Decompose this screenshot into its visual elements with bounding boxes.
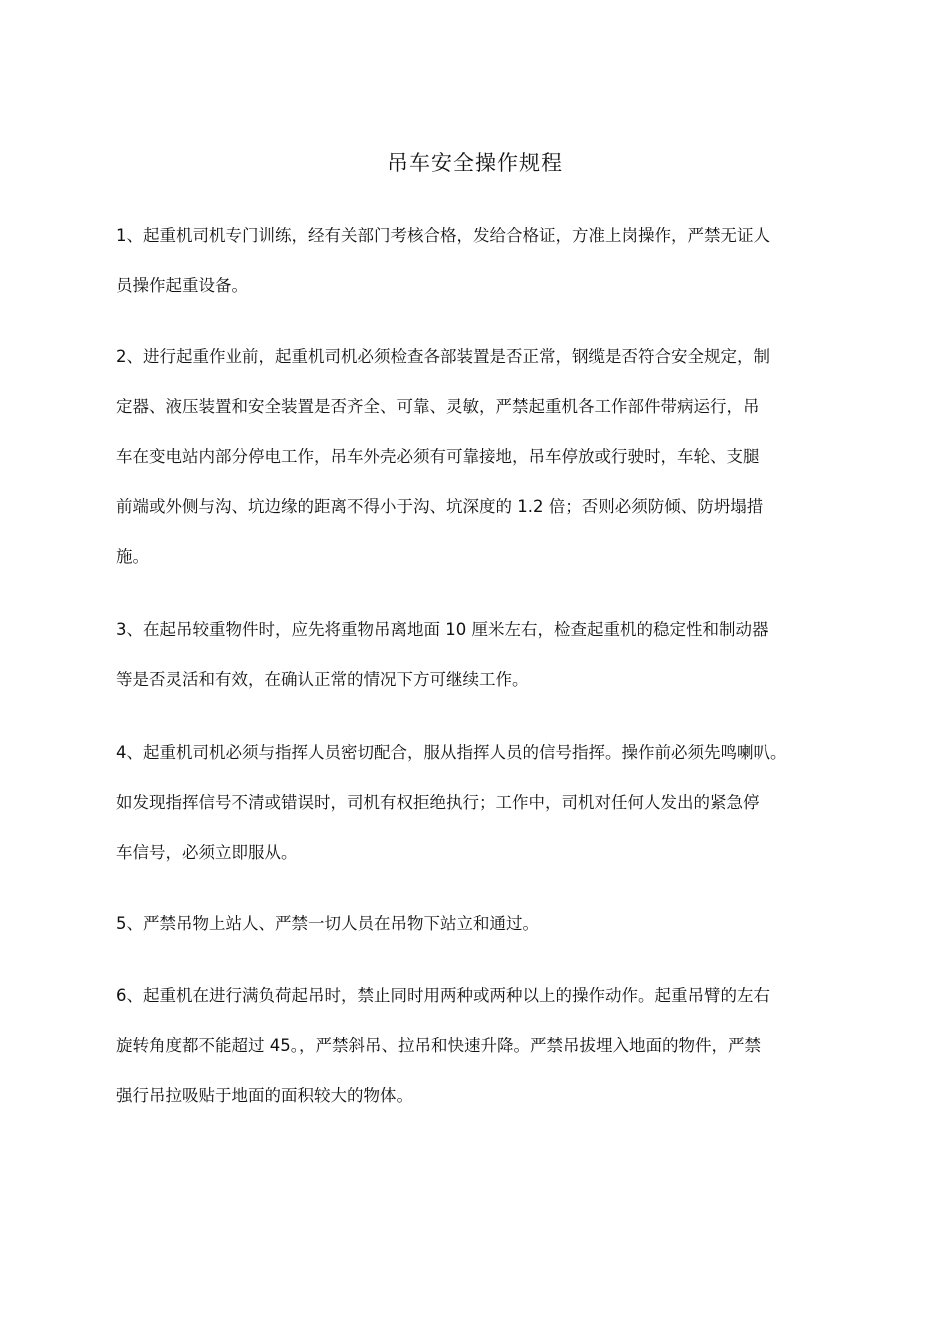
paragraph-line: 旋转角度都不能超过 45。，严禁斜吊、拉吊和快速升降。严禁吊拔埋入地面的物件，严禁 — [116, 1036, 761, 1055]
paragraph-line: 4、起重机司机必须与指挥人员密切配合，服从指挥人员的信号指挥。操作前必须先鸣喇叭。 — [116, 743, 787, 762]
paragraph-2 — [116, 342, 844, 592]
paragraph-line: 施。 — [116, 547, 149, 566]
paragraph-line: 5、严禁吊物上站人、严禁一切人员在吊物下站立和通过。 — [116, 914, 539, 933]
paragraph-line: 等是否灵活和有效，在确认正常的情况下方可继续工作。 — [116, 670, 529, 689]
paragraph-line: 如发现指挥信号不清或错误时，司机有权拒绝执行；工作中，司机对任何人发出的紧急停 — [116, 793, 760, 812]
paragraph-5 — [116, 909, 844, 959]
paragraph-line: 员操作起重设备。 — [116, 276, 248, 295]
paragraph-line: 定器、液压装置和安全装置是否齐全、可靠、灵敏，严禁起重机各工作部件带病运行，吊 — [116, 397, 760, 416]
paragraph-3 — [116, 615, 844, 715]
paragraph-1 — [116, 221, 844, 321]
paragraph-line: 1、起重机司机专门训练，经有关部门考核合格，发给合格证，方准上岗操作，严禁无证人 — [116, 226, 770, 245]
paragraph-4 — [116, 738, 844, 888]
paragraph-line: 强行吊拉吸贴于地面的面积较大的物体。 — [116, 1086, 413, 1105]
paragraph-line: 前端或外侧与沟、坑边缘的距离不得小于沟、坑深度的 1.2 倍；否则必须防倾、防坍塌措 — [116, 497, 764, 516]
paragraph-line: 车信号，必须立即服从。 — [116, 843, 298, 862]
paragraph-6 — [116, 981, 844, 1131]
document-title: 吊车安全操作规程 — [387, 151, 563, 175]
paragraph-line: 6、起重机在进行满负荷起吊时，禁止同时用两种或两种以上的操作动作。起重吊臂的左右 — [116, 986, 770, 1005]
paragraph-line: 2、进行起重作业前，起重机司机必须检查各部装置是否正常，钢缆是否符合安全规定，制 — [116, 347, 770, 366]
paragraph-line: 3、在起吊较重物件时，应先将重物吊离地面 10 厘米左右，检查起重机的稳定性和制动器 — [116, 620, 769, 639]
paragraph-line: 车在变电站内部分停电工作，吊车外壳必须有可靠接地，吊车停放或行驶时，车轮、支腿 — [116, 447, 760, 466]
